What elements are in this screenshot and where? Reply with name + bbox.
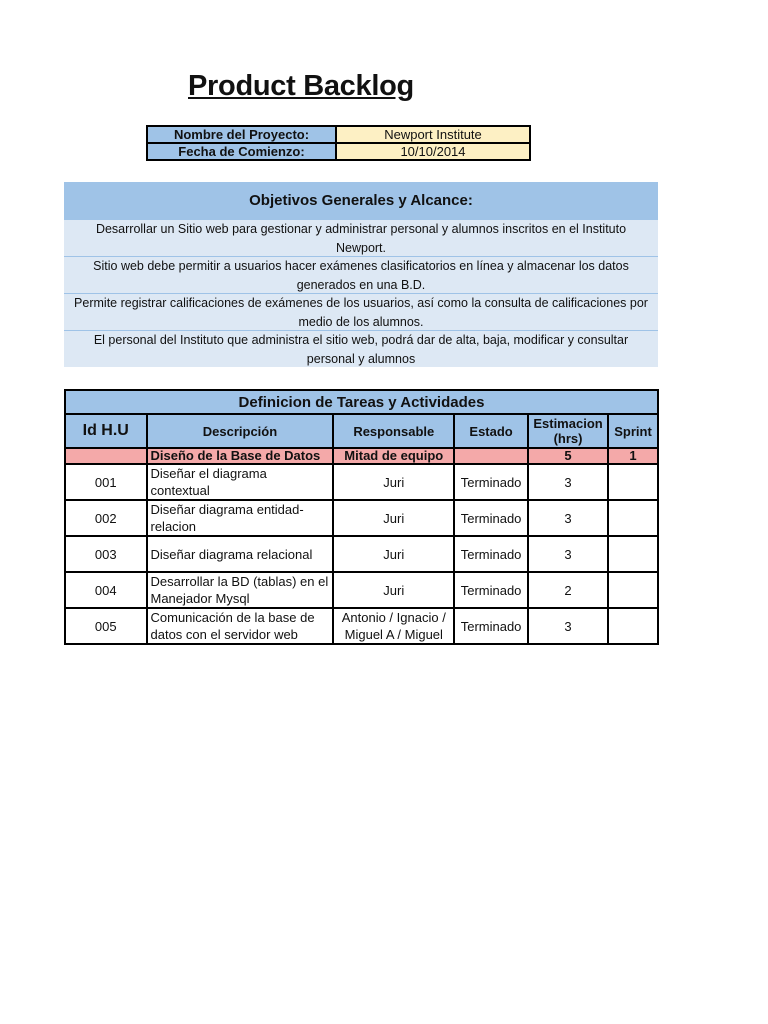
task-status: Terminado xyxy=(454,572,528,608)
task-responsible: Juri xyxy=(333,464,454,500)
objective-item: El personal del Instituto que administra el sitio web, podrá dar de alta, baja, modificar y consultar personal y alumnos xyxy=(64,330,658,367)
objectives-heading: Objetivos Generales y Alcance: xyxy=(64,182,658,219)
task-description: Diseñar diagrama entidad-relacion xyxy=(147,500,334,536)
task-description: Comunicación de la base de datos con el servidor web xyxy=(147,608,334,644)
task-id: 005 xyxy=(65,608,147,644)
objective-item: Permite registrar calificaciones de exámenes de los usuarios, así como la consulta de calificaciones por medio de los alumnos. xyxy=(64,293,658,330)
tasks-header-row xyxy=(65,414,658,448)
project-info-table xyxy=(146,125,531,161)
task-sprint xyxy=(608,464,658,500)
column-header-sprint: Sprint xyxy=(608,414,658,448)
column-header-status: Estado xyxy=(454,414,528,448)
task-estimate: 2 xyxy=(528,572,608,608)
task-description: Desarrollar la BD (tablas) en el Manejador Mysql xyxy=(147,572,334,608)
task-description: Diseñar diagrama relacional xyxy=(147,536,334,572)
tasks-table xyxy=(64,389,659,645)
project-name-row xyxy=(147,126,530,143)
tasks-caption: Definicion de Tareas y Actividades xyxy=(65,390,658,414)
start-date-label: Fecha de Comienzo: xyxy=(147,143,336,160)
objectives-section xyxy=(64,182,658,367)
table-row xyxy=(65,500,658,536)
task-id: 001 xyxy=(65,464,147,500)
page-title: Product Backlog xyxy=(188,70,414,102)
column-header-estimate: Estimacion (hrs) xyxy=(528,414,608,448)
group-responsible: Mitad de equipo xyxy=(333,448,454,464)
task-sprint xyxy=(608,608,658,644)
task-status: Terminado xyxy=(454,464,528,500)
task-estimate: 3 xyxy=(528,500,608,536)
objective-item: Sitio web debe permitir a usuarios hacer exámenes clasificatorios en línea y almacenar los datos generados en una B.D. xyxy=(64,256,658,293)
task-sprint xyxy=(608,572,658,608)
task-responsible: Antonio / Ignacio / Miguel A / Miguel xyxy=(333,608,454,644)
table-row xyxy=(65,536,658,572)
task-status: Terminado xyxy=(454,500,528,536)
group-id xyxy=(65,448,147,464)
project-name-label: Nombre del Proyecto: xyxy=(147,126,336,143)
group-sprint: 1 xyxy=(608,448,658,464)
task-id: 004 xyxy=(65,572,147,608)
table-row xyxy=(65,572,658,608)
task-responsible: Juri xyxy=(333,572,454,608)
task-status: Terminado xyxy=(454,608,528,644)
task-description: Diseñar el diagrama contextual xyxy=(147,464,334,500)
task-sprint xyxy=(608,536,658,572)
task-responsible: Juri xyxy=(333,536,454,572)
group-row xyxy=(65,448,658,464)
task-sprint xyxy=(608,500,658,536)
group-status xyxy=(454,448,528,464)
table-row xyxy=(65,464,658,500)
group-description: Diseño de la Base de Datos xyxy=(147,448,334,464)
column-header-description: Descripción xyxy=(147,414,334,448)
table-row xyxy=(65,608,658,644)
group-estimate: 5 xyxy=(528,448,608,464)
start-date-value: 10/10/2014 xyxy=(336,143,530,160)
task-estimate: 3 xyxy=(528,464,608,500)
task-estimate: 3 xyxy=(528,608,608,644)
project-name-value: Newport Institute xyxy=(336,126,530,143)
tasks-caption-row xyxy=(65,390,658,414)
task-responsible: Juri xyxy=(333,500,454,536)
start-date-row xyxy=(147,143,530,160)
objective-item: Desarrollar un Sitio web para gestionar y administrar personal y alumnos inscritos en el Instituto Newport. xyxy=(64,219,658,256)
task-id: 002 xyxy=(65,500,147,536)
column-header-responsible: Responsable xyxy=(333,414,454,448)
column-header-id: Id H.U xyxy=(65,414,147,448)
task-status: Terminado xyxy=(454,536,528,572)
task-id: 003 xyxy=(65,536,147,572)
task-estimate: 3 xyxy=(528,536,608,572)
